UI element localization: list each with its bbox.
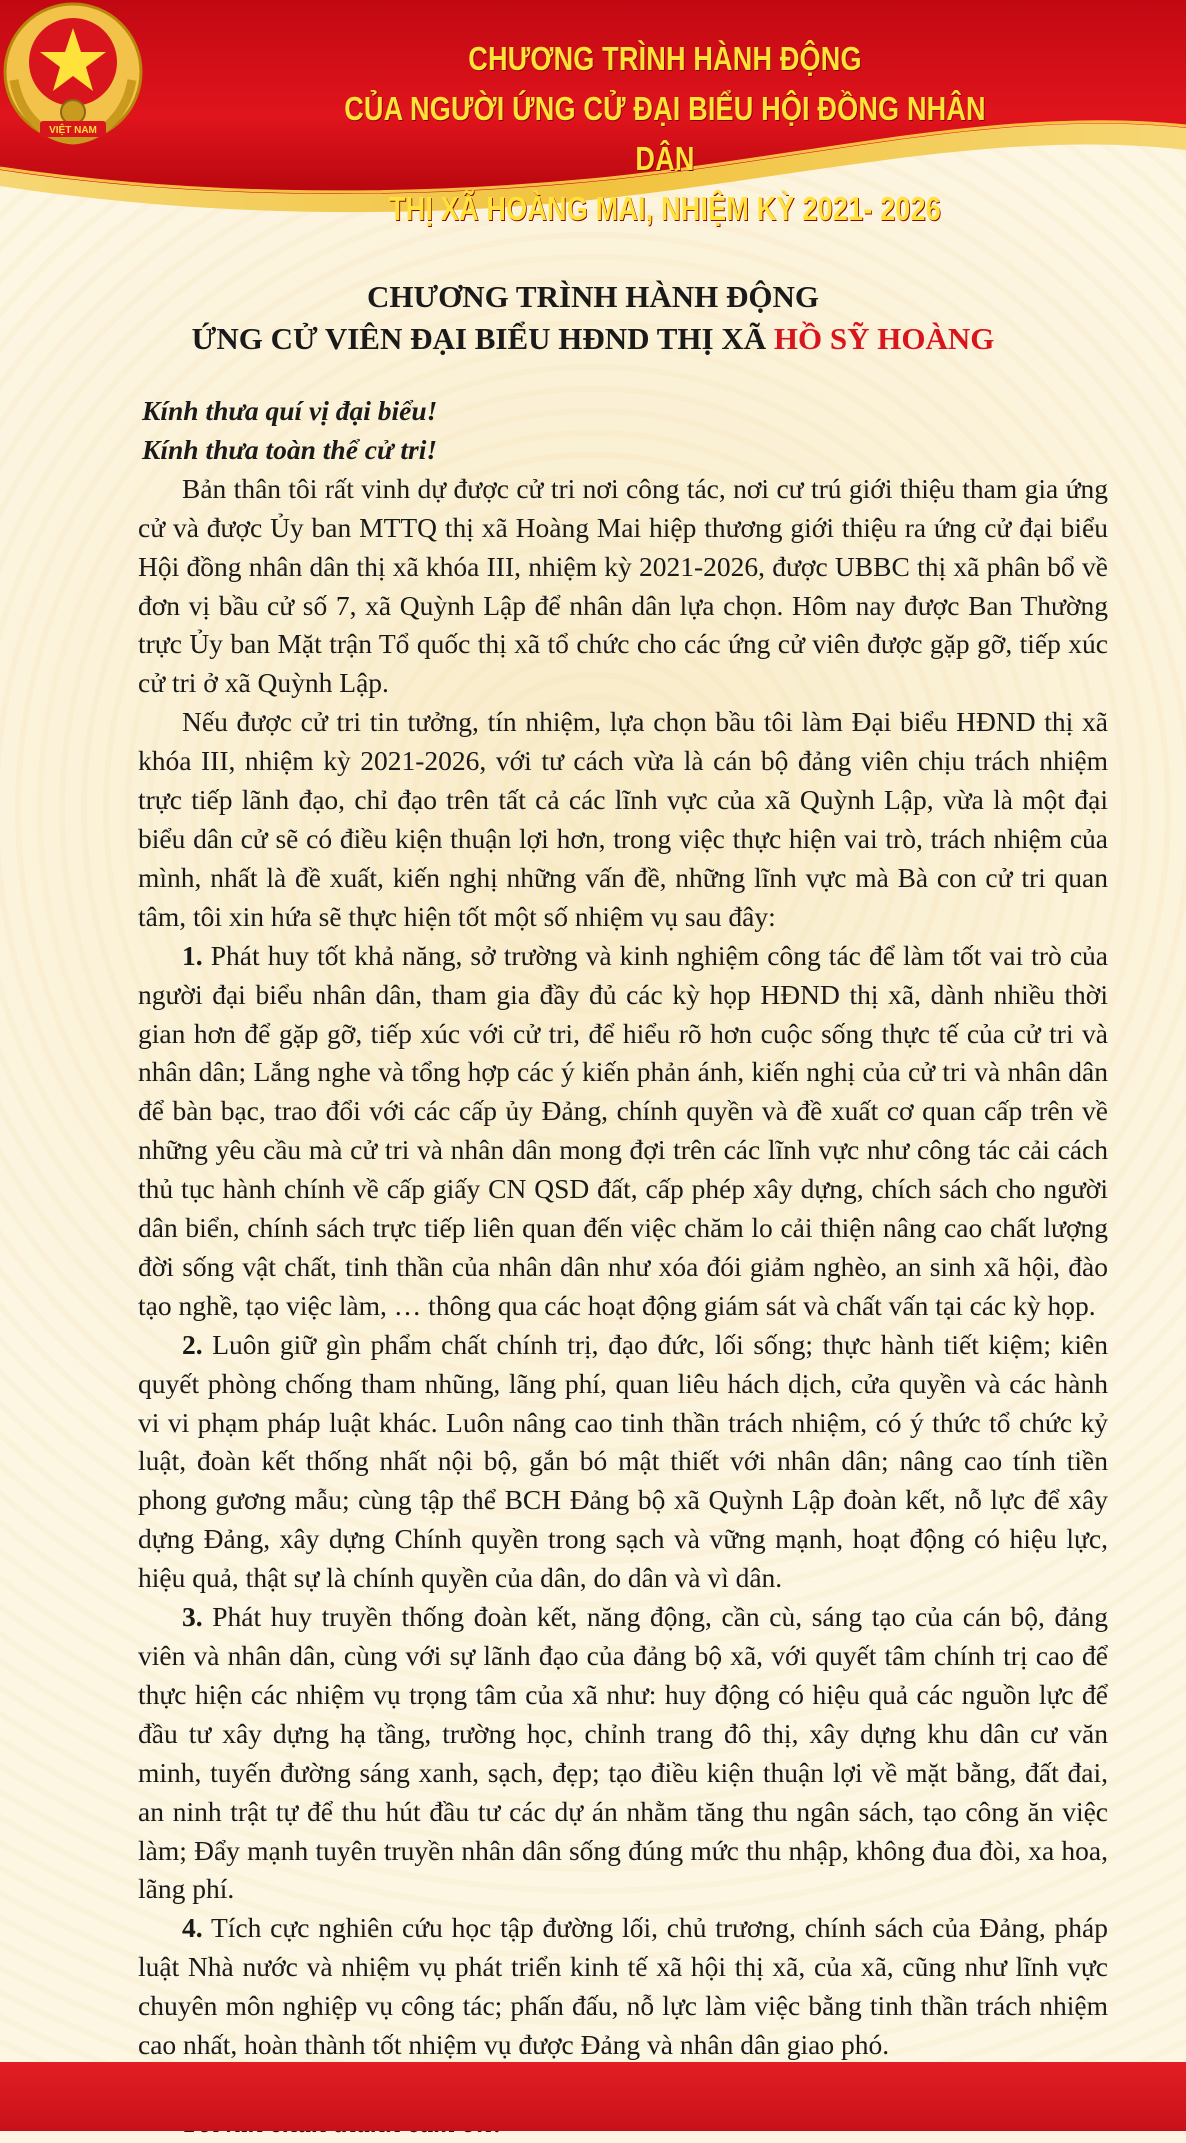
task-text-2: Luôn giữ gìn phẩm chất chính trị, đạo đức, lối sống; thực hành tiết kiệm; kiên quyết phòng chống tham nhũng, lãng phí, quan liêu hách dịch, cửa quyền và các hành vi vi phạm pháp luật khác. Luôn nâng cao tinh thần trách nhiệm, có ý thức tổ chức kỷ luật, đoàn kết thống nhất nội bộ, gắn bó mật thiết với nhân dân; nâng cao tính tiền phong gương mẫu; cùng tập thể BCH Đảng bộ xã Quỳnh Lập đoàn kết, nỗ lực để xây dựng Đảng, xây dựng Chính quyền trong sạch và vững mạnh, hoạt động có hiệu lực, hiệu quả, thật sự là chính quyền của dân, do dân và vì dân. [138,1328,1108,1594]
footer-bar [0,2062,1186,2131]
banner-title-line-1: CHƯƠNG TRÌNH HÀNH ĐỘNG [468,40,862,77]
national-emblem-icon [0,0,146,150]
heading-line-2-prefix: ỨNG CỬ VIÊN ĐẠI BIỂU HĐND THỊ XÃ [191,321,774,356]
header-banner [0,0,1186,230]
emblem-label: VIỆT NAM [49,125,97,136]
greeting-delegates: Kính thưa quí vị đại biểu! [142,395,438,426]
task-text-4: Tích cực nghiên cứu học tập đường lối, chủ trương, chính sách của Đảng, pháp luật Nhà nước và nhiệm vụ phát triển kinh tế xã hội thị xã, của xã, cũng như lĩnh vực chuyên môn nghiệp vụ công tác; phấn đấu, nỗ lực làm việc bằng tinh thần trách nhiệm cao nhất, hoàn thành tốt nhiệm vụ được Đảng và nhân dân giao phó. [138,1912,1108,2061]
banner-title-line-3: THỊ XÃ HOÀNG MAI, NHIỆM KỲ 2021- 2026 [389,190,941,227]
intro-paragraph: Bản thân tôi rất vinh dự được cử tri nơi công tác, nơi cư trú giới thiệu tham gia ứng cử và được Ủy ban MTTQ thị xã Hoàng Mai hiệp thương giới thiệu ra ứng cử đại biểu Hội đồng nhân dân thị xã khóa III, nhiệm kỳ 2021-2026, được UBBC thị xã phân bổ về đơn vị bầu cử số 7, xã Quỳnh Lập để nhân dân lựa chọn. Hôm nay được Ban Thường trực Ủy ban Mặt trận Tổ quốc thị xã tổ chức cho các ứng cử viên được gặp gỡ, tiếp xúc cử tri ở xã Quỳnh Lập. [138,472,1108,699]
candidate-name: HỒ SỸ HOÀNG [773,321,995,356]
banner-title [250,34,1080,234]
task-number-2: 2. [182,1328,203,1360]
task-item-3 [138,1598,1108,1909]
heading-line-2 [0,318,1186,360]
document-body [138,392,1108,2143]
heading-line-1: CHƯƠNG TRÌNH HÀNH ĐỘNG [366,279,820,314]
task-text-1: Phát huy tốt khả năng, sở trường và kinh nghiệm công tác để làm tốt vai trò của người đại biểu nhân dân, tham gia đầy đủ các kỳ họp HĐND thị xã, dành nhiều thời gian hơn để gặp gỡ, tiếp xúc với cử tri, để hiểu rõ hơn cuộc sống thực tế của cử tri và nhân dân; Lắng nghe và tổng hợp các ý kiến phản ánh, kiến nghị của cử tri và nhân dân để bàn bạc, trao đổi với các cấp ủy Đảng, chính quyền và đề xuất cơ quan cấp trên về những yêu cầu mà cử tri và nhân dân mong đợi trên các lĩnh vực như công tác cải cách thủ tục hành chính về cấp giấy CN QSD đất, cấp phép xây dựng, chích sách cho người dân biển, chính sách trực tiếp liên quan đến việc chăm lo cải thiện nâng cao chất lượng đời sống vật chất, tinh thần của nhân dân như xóa đói giảm nghèo, an sinh xã hội, đào tạo nghề, tạo việc làm, … thông qua các hoạt động giám sát và chất vấn tại các kỳ họp. [138,939,1108,1321]
task-item-2 [138,1326,1108,1598]
task-item-4 [138,1909,1108,2065]
task-number-1: 1. [182,939,203,971]
banner-title-line-2: CỦA NGƯỜI ỨNG CỬ ĐẠI BIỂU HỘI ĐỒNG NHÂN DÂN [344,90,986,177]
greeting-voters: Kính thưa toàn thể cử tri! [142,433,438,465]
document-heading [0,276,1186,360]
task-item-1 [138,937,1108,1326]
task-number-3: 3. [182,1601,203,1633]
task-number-4: 4. [182,1912,203,1944]
pledge-paragraph: Nếu được cử tri tin tưởng, tín nhiệm, lựa chọn bầu tôi làm Đại biểu HĐND thị xã khóa III, nhiệm kỳ 2021-2026, với tư cách vừa là cán bộ đảng viên chịu trách nhiệm trực tiếp lãnh đạo, chỉ đạo trên tất cả các lĩnh vực của xã Quỳnh Lập, vừa là một đại biểu dân cử sẽ có điều kiện thuận lợi hơn, trong việc thực hiện vai trò, trách nhiệm của mình, nhất là đề xuất, kiến nghị những vấn đề, những lĩnh vực mà Bà con cử tri quan tâm, tôi xin hứa sẽ thực hiện tốt một số nhiệm vụ sau đây: [138,706,1108,932]
task-text-3: Phát huy truyền thống đoàn kết, năng động, cần cù, sáng tạo của cán bộ, đảng viên và nhân dân, cùng với sự lãnh đạo của đảng bộ xã, với quyết tâm chính trị cao để thực hiện các nhiệm vụ trọng tâm của xã như: huy động có hiệu quả các nguồn lực để đầu tư xây dựng hạ tầng, trường học, chỉnh trang đô thị, xây dựng khu dân cư văn minh, tuyến đường sáng xanh, sạch, đẹp; tạo điều kiện thuận lợi về mặt bằng, đất đai, an ninh trật tự để thu hút đầu tư các dự án nhằm tăng thu ngân sách, tạo công ăn việc làm; Đẩy mạnh tuyên truyền nhân dân sống đúng mức thu nhập, không đua đòi, xa hoa, lãng phí. [138,1601,1108,1905]
